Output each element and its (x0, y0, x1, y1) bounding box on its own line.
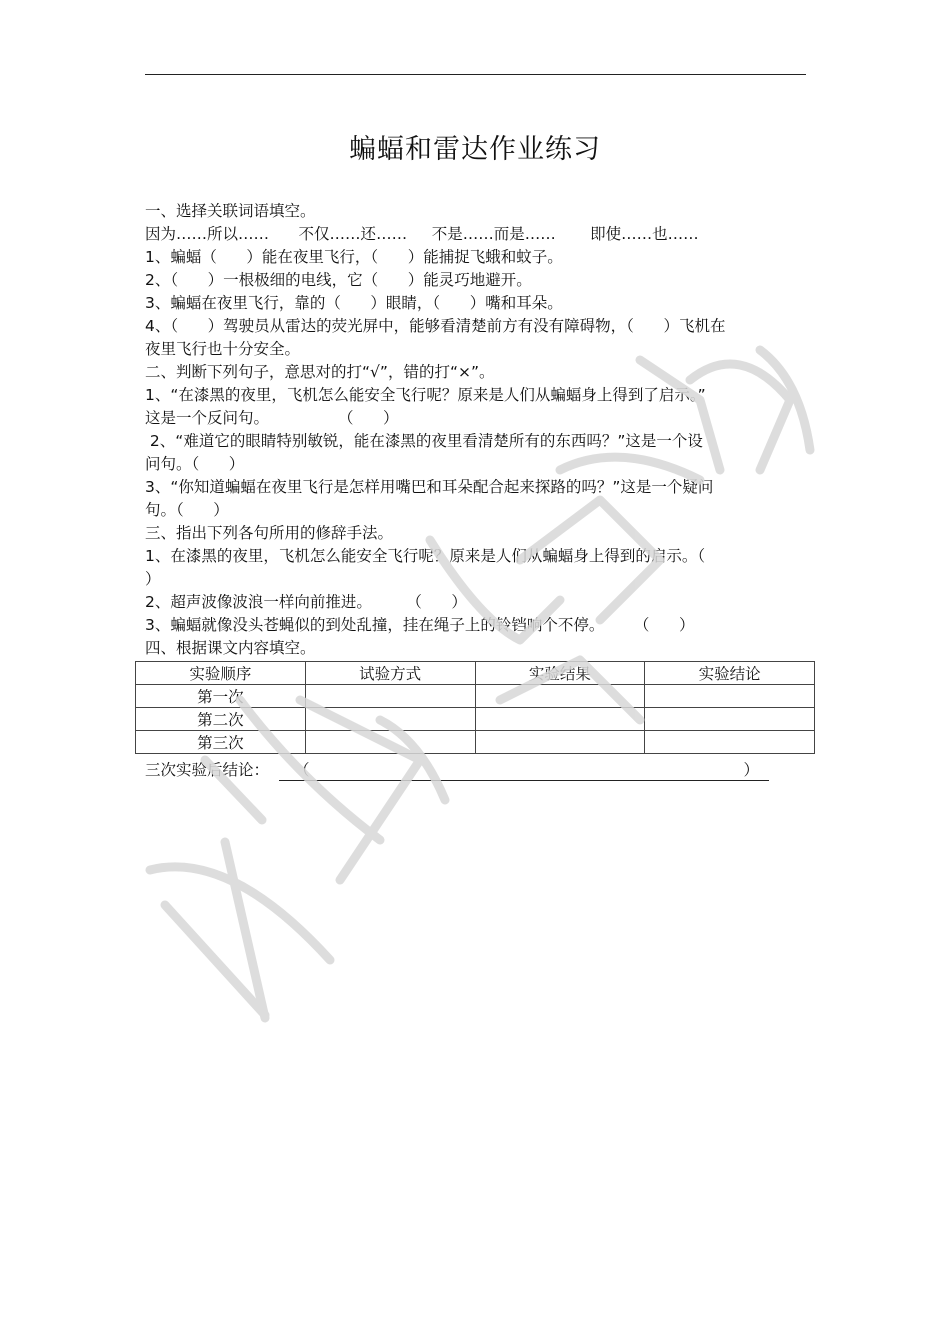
table-row (136, 708, 815, 731)
table-row (136, 685, 815, 708)
table-cell: 第三次 (136, 731, 306, 754)
table-header: 试验方式 (305, 662, 475, 685)
table-cell[interactable] (475, 708, 645, 731)
table-header: 实验结果 (475, 662, 645, 685)
question-1-1: 1、蝙蝠（ ）能在夜里飞行，（ ）能捕捉飞蛾和蚊子。 (145, 248, 563, 266)
table-header: 实验结论 (645, 662, 815, 685)
question-2-2: 2、“难道它的眼睛特别敏锐，能在漆黑的夜里看清楚所有的东西吗？”这是一个设 (145, 432, 703, 450)
table-cell[interactable] (305, 685, 475, 708)
page-title: 蝙蝠和雷达作业练习 (349, 134, 601, 165)
question-2-1-cont: 这是一个反问句。 （ ） (145, 409, 399, 427)
word-options: 因为……所以…… 不仅……还…… 不是……而是…… 即使……也…… (145, 225, 699, 243)
section-2-heading: 二、判断下列句子，意思对的打“√”，错的打“×”。 (145, 363, 495, 381)
question-3-1-cont: ） (145, 570, 161, 588)
section-3-heading: 三、指出下列各句所用的修辞手法。 (145, 524, 394, 542)
table-row (136, 731, 815, 754)
section-1-heading: 一、选择关联词语填空。 (145, 202, 316, 220)
question-2-1: 1、“在漆黑的夜里，飞机怎么能安全飞行呢？原来是人们从蝙蝠身上得到了启示。” (145, 386, 706, 404)
conclusion-close-paren: ） (743, 761, 760, 779)
section-4-heading: 四、根据课文内容填空。 (145, 639, 316, 657)
question-1-4: 4、（ ）驾驶员从雷达的荧光屏中，能够看清楚前方有没有障碍物，（ ）飞机在 (145, 317, 726, 335)
conclusion-label: 三次实验后结论： (145, 761, 270, 779)
question-2-2-cont: 问句。（ ） (145, 455, 245, 473)
table-header-row (136, 662, 815, 685)
question-1-3: 3、蝙蝠在夜里飞行，靠的（ ）眼睛，（ ）嘴和耳朵。 (145, 294, 563, 312)
table-header: 实验顺序 (136, 662, 306, 685)
table-cell[interactable] (645, 685, 815, 708)
conclusion-blank[interactable] (279, 760, 769, 781)
table-cell[interactable] (645, 708, 815, 731)
table-cell[interactable] (475, 731, 645, 754)
table-cell[interactable] (475, 685, 645, 708)
table-cell[interactable] (645, 731, 815, 754)
question-3-2: 2、超声波像波浪一样向前推进。 （ ） (145, 593, 467, 611)
question-3-3: 3、蝙蝠就像没头苍蝇似的到处乱撞，挂在绳子上的铃铛响个不停。 （ ） (145, 616, 695, 634)
table-cell[interactable] (305, 731, 475, 754)
experiment-table (135, 661, 815, 754)
question-3-1: 1、在漆黑的夜里，飞机怎么能安全飞行呢？原来是人们从蝙蝠身上得到的启示。（ (145, 547, 706, 565)
header-rule (145, 74, 806, 75)
question-2-3-cont: 句。（ ） (145, 501, 229, 519)
table-cell[interactable] (305, 708, 475, 731)
table-cell: 第一次 (136, 685, 306, 708)
conclusion-open-paren: （ (294, 761, 310, 779)
table-cell: 第二次 (136, 708, 306, 731)
question-2-3: 3、“你知道蝙蝠在夜里飞行是怎样用嘴巴和耳朵配合起来探路的吗？”这是一个疑问 (145, 478, 714, 496)
question-1-4-cont: 夜里飞行也十分安全。 (145, 340, 301, 358)
conclusion-line (145, 760, 769, 781)
question-1-2: 2、（ ）一根极细的电线，它（ ）能灵巧地避开。 (145, 271, 532, 289)
